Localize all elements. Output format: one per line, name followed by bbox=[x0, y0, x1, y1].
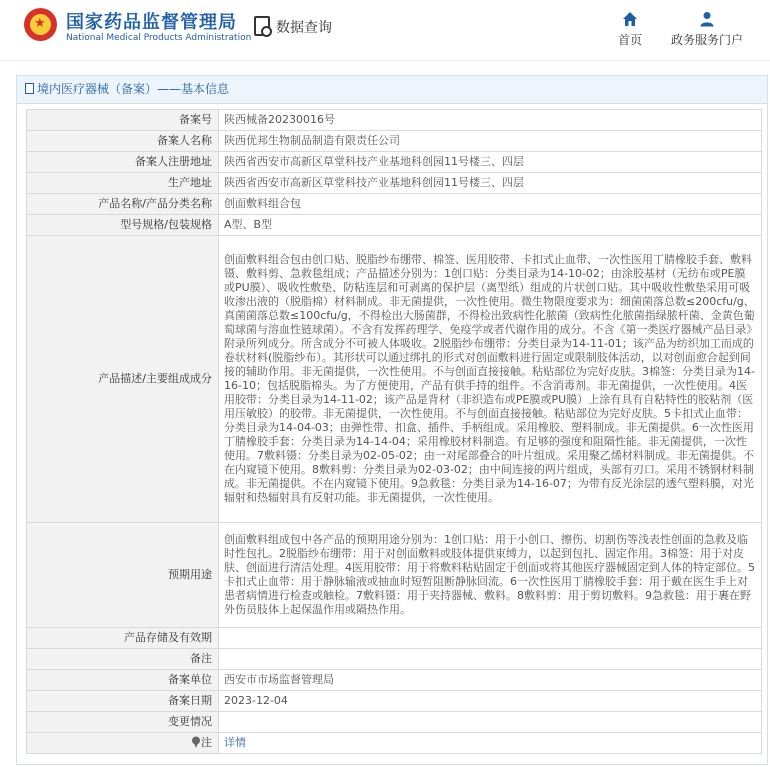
row-value: 西安市市场监督管理局 bbox=[219, 670, 762, 691]
row-value: 陕西省西安市高新区草堂科技产业基地科创园11号楼三、四层 bbox=[219, 173, 762, 194]
row-label: 备案日期 bbox=[27, 691, 219, 712]
document-icon bbox=[25, 83, 34, 94]
info-table-body bbox=[27, 110, 762, 754]
row-label: 变更情况 bbox=[27, 712, 219, 733]
table-row bbox=[27, 691, 762, 712]
row-label: 产品描述/主要组成成分 bbox=[27, 236, 219, 523]
national-emblem-icon bbox=[24, 8, 57, 41]
table-row bbox=[27, 523, 762, 628]
top-header bbox=[0, 0, 770, 61]
footer-value-cell bbox=[219, 733, 762, 754]
row-label: 生产地址 bbox=[27, 173, 219, 194]
user-icon bbox=[699, 11, 715, 27]
row-label: 型号规格/包装规格 bbox=[27, 215, 219, 236]
detail-panel bbox=[16, 75, 768, 765]
row-value: 创面敷料组成包中各产品的预期用途分别为：1创口贴：用于小创口、擦伤、切割伤等浅表性创面的急救及临时性包扎。2脱脂纱布绷带：用于对创面敷料或肢体提供束缚力，以起到包扎、固定作用。3棉签：用于对皮肤、创面进行清洁处理。4医用胶带：用于将敷料粘贴固定于创面或将其他医疗器械固定到人体的特定部位。5卡扣式止血带：用于静脉输液或抽血时短暂阻断静脉回流。6一次性医用丁腈橡胶手套：用于戴在医生手上对患者病情进行检查或触检。7敷料镊：用于夹持器械、敷料。8敷料剪：用于剪切敷料。9急救毯：用于裹在野外伤员肢体上起保温作用或隔热作用。 bbox=[219, 523, 762, 628]
nav-home-link[interactable] bbox=[617, 11, 643, 48]
row-value: 陕西省西安市高新区草堂科技产业基地科创园11号楼三、四层 bbox=[219, 152, 762, 173]
nav-service-label: 政务服务门户 bbox=[670, 33, 743, 47]
data-query-link[interactable]: 数据查询 bbox=[276, 20, 332, 36]
row-label: 产品存储及有效期 bbox=[27, 628, 219, 649]
table-row bbox=[27, 236, 762, 523]
table-row bbox=[27, 215, 762, 236]
row-value bbox=[219, 649, 762, 670]
table-row bbox=[27, 152, 762, 173]
row-value: 陕西优邦生物制品制造有限责任公司 bbox=[219, 131, 762, 152]
table-row bbox=[27, 110, 762, 131]
panel-title-text: 境内医疗器械（备案）——基本信息 bbox=[37, 82, 230, 96]
table-row bbox=[27, 194, 762, 215]
table-row bbox=[27, 173, 762, 194]
row-label: 预期用途 bbox=[27, 523, 219, 628]
row-label: 备注 bbox=[27, 649, 219, 670]
row-value bbox=[219, 712, 762, 733]
row-label: 产品名称/产品分类名称 bbox=[27, 194, 219, 215]
info-table bbox=[26, 109, 762, 754]
row-value: 陕西械备20230016号 bbox=[219, 110, 762, 131]
brand-title[interactable]: 国家药品监督管理局 bbox=[66, 12, 237, 33]
row-label: 备案人名称 bbox=[27, 131, 219, 152]
row-value: A型、B型 bbox=[219, 215, 762, 236]
footer-label: 注 bbox=[201, 736, 212, 749]
table-row bbox=[27, 670, 762, 691]
row-value: 2023-12-04 bbox=[219, 691, 762, 712]
nav-service-portal-link[interactable] bbox=[668, 11, 746, 48]
nav-home-label: 首页 bbox=[617, 33, 642, 47]
row-value: 创面敷料组合包 bbox=[219, 194, 762, 215]
row-label: 备案号 bbox=[27, 110, 219, 131]
table-row bbox=[27, 131, 762, 152]
document-search-icon[interactable] bbox=[254, 16, 270, 36]
home-icon bbox=[622, 11, 638, 27]
footer-label-cell bbox=[27, 733, 219, 754]
table-row-footer bbox=[27, 733, 762, 754]
pin-icon bbox=[191, 736, 201, 748]
row-value bbox=[219, 628, 762, 649]
brand-subtitle: National Medical Products Administration bbox=[66, 33, 252, 43]
table-row bbox=[27, 712, 762, 733]
row-value: 创面敷料组合包由创口贴、脱脂纱布绷带、棉签、医用胶带、卡扣式止血带、一次性医用丁腈橡胶手套、敷料镊、敷料剪、急救毯组成；产品描述分别为：1创口贴：分类目录为14-10-02；由涂胶基材（无纺布或PE膜或PU膜）、吸收性敷垫、防粘连层和可剥离的保护层（离型纸）组成的片状创口贴。其中吸收性敷垫采用可吸收渗出液的（脱脂棉）材料制成。非无菌提供，一次性使用。微生物限度要求为：细菌菌落总数≤200cfu/g、真菌菌落总数≤100cfu/g，不得检出大肠菌群，不得检出致病性化脓菌（致病性化脓菌指绿脓杆菌、金黄色葡萄球菌与溶血性链球菌）。不含有发挥药理学、免疫学或者代谢作用的成分。不含《第一类医疗器械产品目录》附录所列成分。所含成分不可被人体吸收。2脱脂纱布绷带：分类目录为14-11-01；该产品为纺织加工而成的卷状材料(脱脂纱布）。其形状可以通过绑扎的形式对创面敷料进行固定或限制肢体活动，以对创面愈合起到间接的辅助作用。非无菌提供，一次性使用。不与创面直接接触。粘贴部位为完好皮肤。3棉签：分类目录为14-16-10；包括脱脂棉头。为了方便使用，产品有供手持的组件。不含消毒剂。非无菌提供，一次性使用。4医用胶带：分类目录为14-11-02；该产品是背材（非织造布或PE膜或PU膜）上涂有具有自粘特性的胶粘剂（医用压敏胶）的胶带。非无菌提供，一次性使用。不与创面直接接触。粘贴部位为完好皮肤。5卡扣式止血带：分类目录为14-04-03；由弹性带、扣盒、插件、手柄组成。采用橡胶、塑料制成。非无菌提供。6一次性医用丁腈橡胶手套：分类目录为14-14-04；采用橡胶材料制造。有足够的强度和阻隔性能。非无菌提供，一次性使用。7敷料镊：分类目录为02-05-02；由一对尾部叠合的叶片组成。采用聚乙烯材料制成。非无菌提供。不在内窥镜下使用。8敷料剪：分类目录为02-03-02；由中间连接的两片组成，头部有刃口。采用不锈钢材料制成。非无菌提供。不在内窥镜下使用。9急救毯：分类目录为14-16-07；为带有反光涂层的透气塑料膜，对光辐射和热辐射具有反射功能。非无菌提供，一次性使用。 bbox=[219, 236, 762, 523]
row-label: 备案人注册地址 bbox=[27, 152, 219, 173]
table-row bbox=[27, 649, 762, 670]
panel-title bbox=[17, 76, 767, 104]
row-label: 备案单位 bbox=[27, 670, 219, 691]
details-link[interactable]: 详情 bbox=[224, 736, 246, 749]
table-row bbox=[27, 628, 762, 649]
